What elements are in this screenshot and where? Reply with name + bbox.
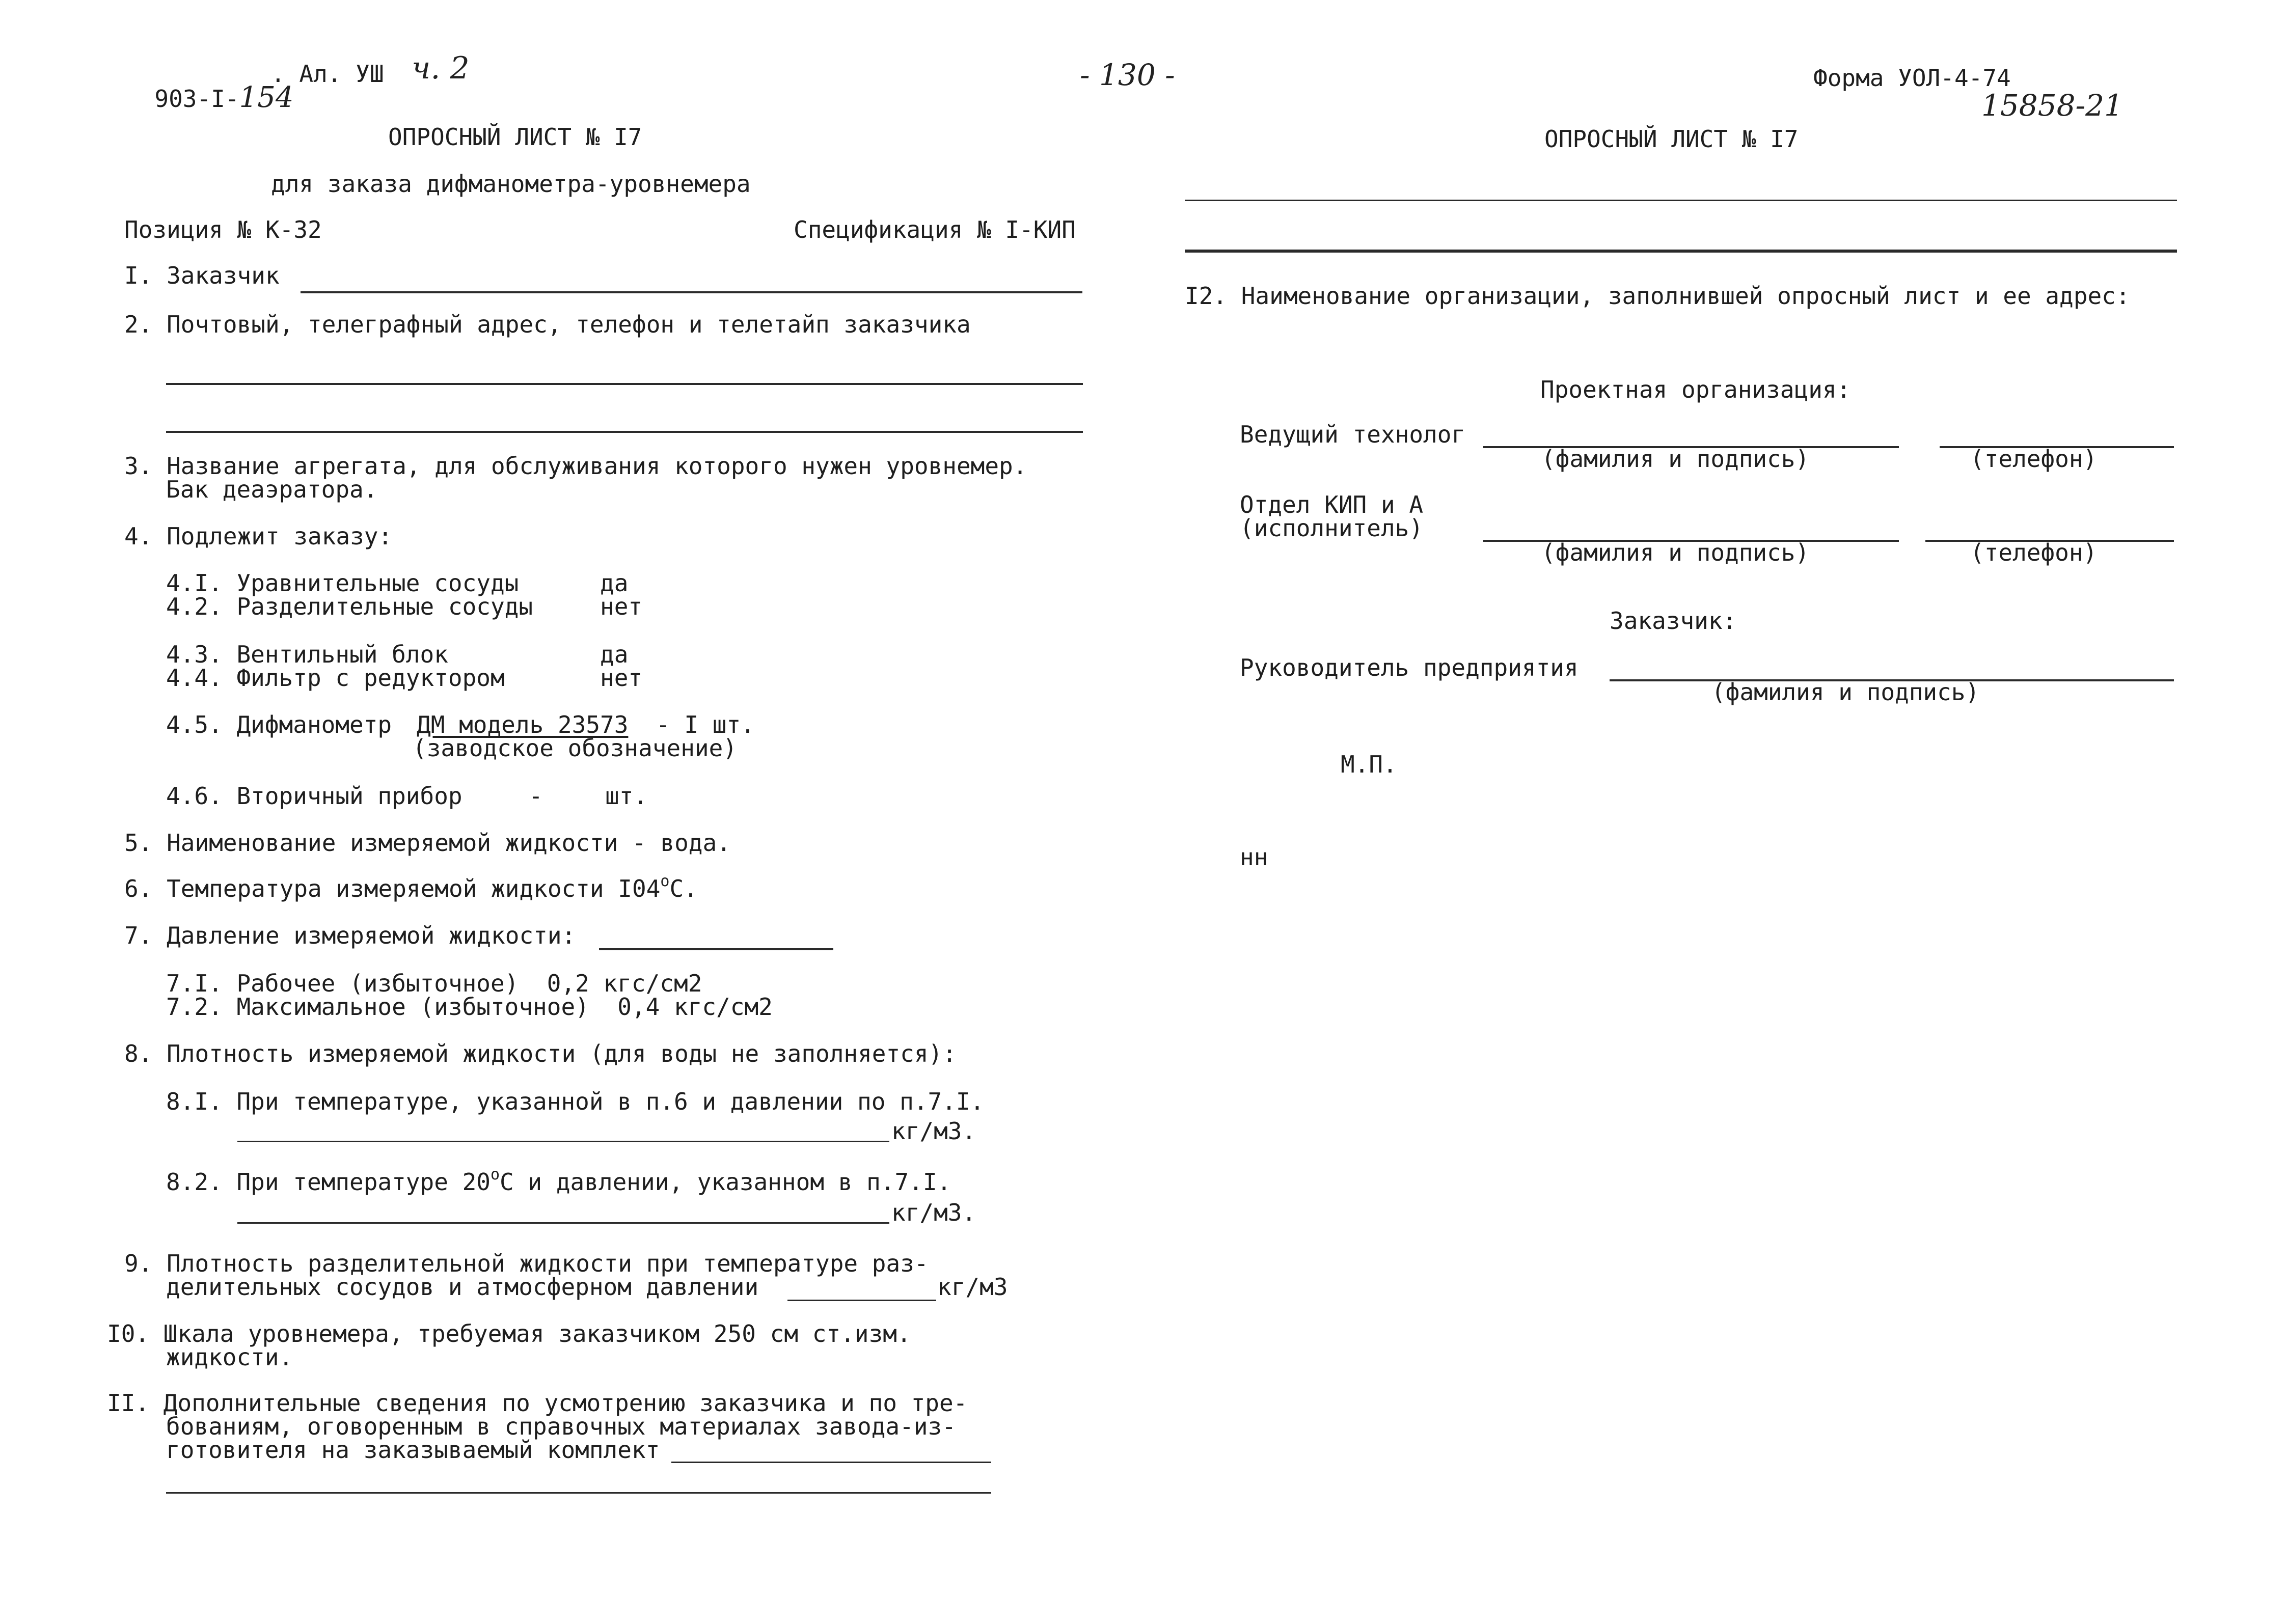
item-2-address: 2. Почтовый, телеграфный адрес, телефон и телетайп заказчика [124,311,971,338]
document-code-printed: 903-I- [154,85,239,113]
item-8-1-label: 8.I. При температуре, указанной в п.6 и давлении по п.7.I. [166,1088,985,1115]
item-4-5-quantity: - I шт. [656,711,755,738]
part-handwritten: ч. 2 [412,50,470,86]
archive-number: 15858-21 [1981,88,2123,123]
item-1-customer: I. Заказчик [124,262,280,289]
item-4-3-value: да [600,641,629,668]
item-8-2-unit: кг/м3. [891,1199,976,1226]
lead-technologist-label: Ведущий технолог [1240,421,1466,448]
item-8-1-unit: кг/м3. [891,1117,976,1145]
right-field-line-2 [1185,250,2177,253]
address-field-line-1 [166,383,1083,385]
specification-number: Спецификация № I-КИП [794,216,1076,243]
item-8-2-rest: С и давлении, указанном в п.7.I. [500,1168,951,1196]
document-code [126,60,293,112]
item-11-additional: II. Дополнительные сведения по усмотрению заказчика и по тре- [107,1389,968,1417]
item-7-1-working: 7.I. Рабочее (избыточное) 0,2 кгс/см2 [166,970,702,997]
item-4-4-value: нет [600,664,643,692]
item-4-5-model-text: ДМ модель 23573 [417,711,629,738]
item-11-field-line-2 [166,1492,991,1494]
kip-executor-label: (исполнитель) [1240,514,1424,542]
item-5-liquid: 5. Наименование измеряемой жидкости - вода. [124,829,731,857]
item-11-line-3: готовителя на заказываемый комплект [166,1436,660,1464]
item-8-density: 8. Плотность измеряемой жидкости (для воды не заполняется): [124,1040,957,1067]
director-label: Руководитель предприятия [1240,654,1579,681]
right-field-line-1 [1185,200,2177,201]
item-8-2-label [166,1166,951,1196]
phone-caption-1: (телефон) [1970,445,2098,473]
page-number: - 130 - [1080,58,1175,92]
item-4-6-unit: шт. [605,782,648,810]
item-4-to-order: 4. Подлежит заказу: [124,522,393,550]
item-4-1-value: да [600,569,629,597]
customer-field-line [301,291,1082,293]
item-4-2-label: 4.2. Разделительные сосуды [166,593,533,620]
right-title: ОПРОСНЫЙ ЛИСТ № I7 [1544,125,1799,153]
address-field-line-2 [166,431,1083,433]
item-8-1-field-line [237,1141,889,1142]
item-3-unit-name: 3. Название агрегата, для обслуживания которого нужен уровнемер. [124,452,1027,480]
item-4-6-dash: - [529,782,543,810]
item-9-separator-density: 9. Плотность разделительной жидкости при температуре раз- [124,1250,929,1277]
item-4-2-value: нет [600,593,643,620]
form-code: Форма УОЛ-4-74 [1813,64,2011,92]
position-number: Позиция № К-32 [124,216,322,243]
design-organization-heading: Проектная организация: [1540,376,1851,403]
item-12-organization: I2. Наименование организации, заполнившей опросный лист и ее адрес: [1185,282,2130,310]
item-4-3-label: 4.3. Вентильный блок [166,641,448,668]
item-3-unit-value: Бак деаэратора. [166,476,378,503]
item-10-line-2: жидкости. [166,1343,293,1371]
stamp-place-label: М.П. [1341,751,1397,778]
item-4-5-label: 4.5. Дифманометр [166,711,392,738]
item-6-temperature [124,872,698,902]
phone-caption-2: (телефон) [1970,539,2098,566]
item-7-pressure: 7. Давление измеряемой жидкости: [124,922,576,949]
item-6-text: 6. Температура измеряемой жидкости I04 [124,875,661,902]
left-title: ОПРОСНЫЙ ЛИСТ № I7 [388,123,642,151]
item-4-4-label: 4.4. Фильтр с редуктором [166,664,505,692]
item-9-line-2: делительных сосудов и атмосферном давлении [166,1273,759,1301]
item-4-5-note: (заводское обозначение) [413,734,737,762]
left-subtitle: для заказа дифманометра-уровнемера [271,170,751,198]
album-label: . Ал. УШ [271,60,384,88]
item-11-field-line-1 [671,1462,991,1463]
item-7-2-maximum: 7.2. Максимальное (избыточное) 0,4 кгс/см2 [166,993,773,1021]
item-8-2-field-line [237,1222,889,1224]
document-code-handwritten: 154 [239,81,294,114]
signature-caption-2: (фамилия и подпись) [1541,539,1810,566]
signature-caption-1: (фамилия и подпись) [1541,445,1810,473]
item-8-2-text: 8.2. При температуре 20 [166,1168,491,1196]
item-6-degree: о [660,872,670,890]
item-4-6-label: 4.6. Вторичный прибор [166,782,462,810]
item-11-line-2: бованиям, оговоренным в справочных материалах завода-из- [166,1413,956,1440]
right-note: нн [1240,843,1268,871]
kip-department-label: Отдел КИП и А [1240,491,1424,518]
item-4-5-model [417,713,628,736]
item-8-2-degree: о [490,1166,500,1183]
item-4-1-label: 4.I. Уравнительные сосуды [166,569,519,597]
item-9-unit: кг/м3 [937,1273,1008,1301]
item-9-field-line [787,1300,936,1301]
customer-heading: Заказчик: [1610,607,1737,635]
signature-caption-3: (фамилия и подпись) [1711,678,1980,706]
item-10-scale: I0. Шкала уровнемера, требуемая заказчиком 250 см ст.изм. [107,1320,911,1347]
item-6-unit: С. [669,875,698,902]
pressure-field-line [599,948,833,950]
